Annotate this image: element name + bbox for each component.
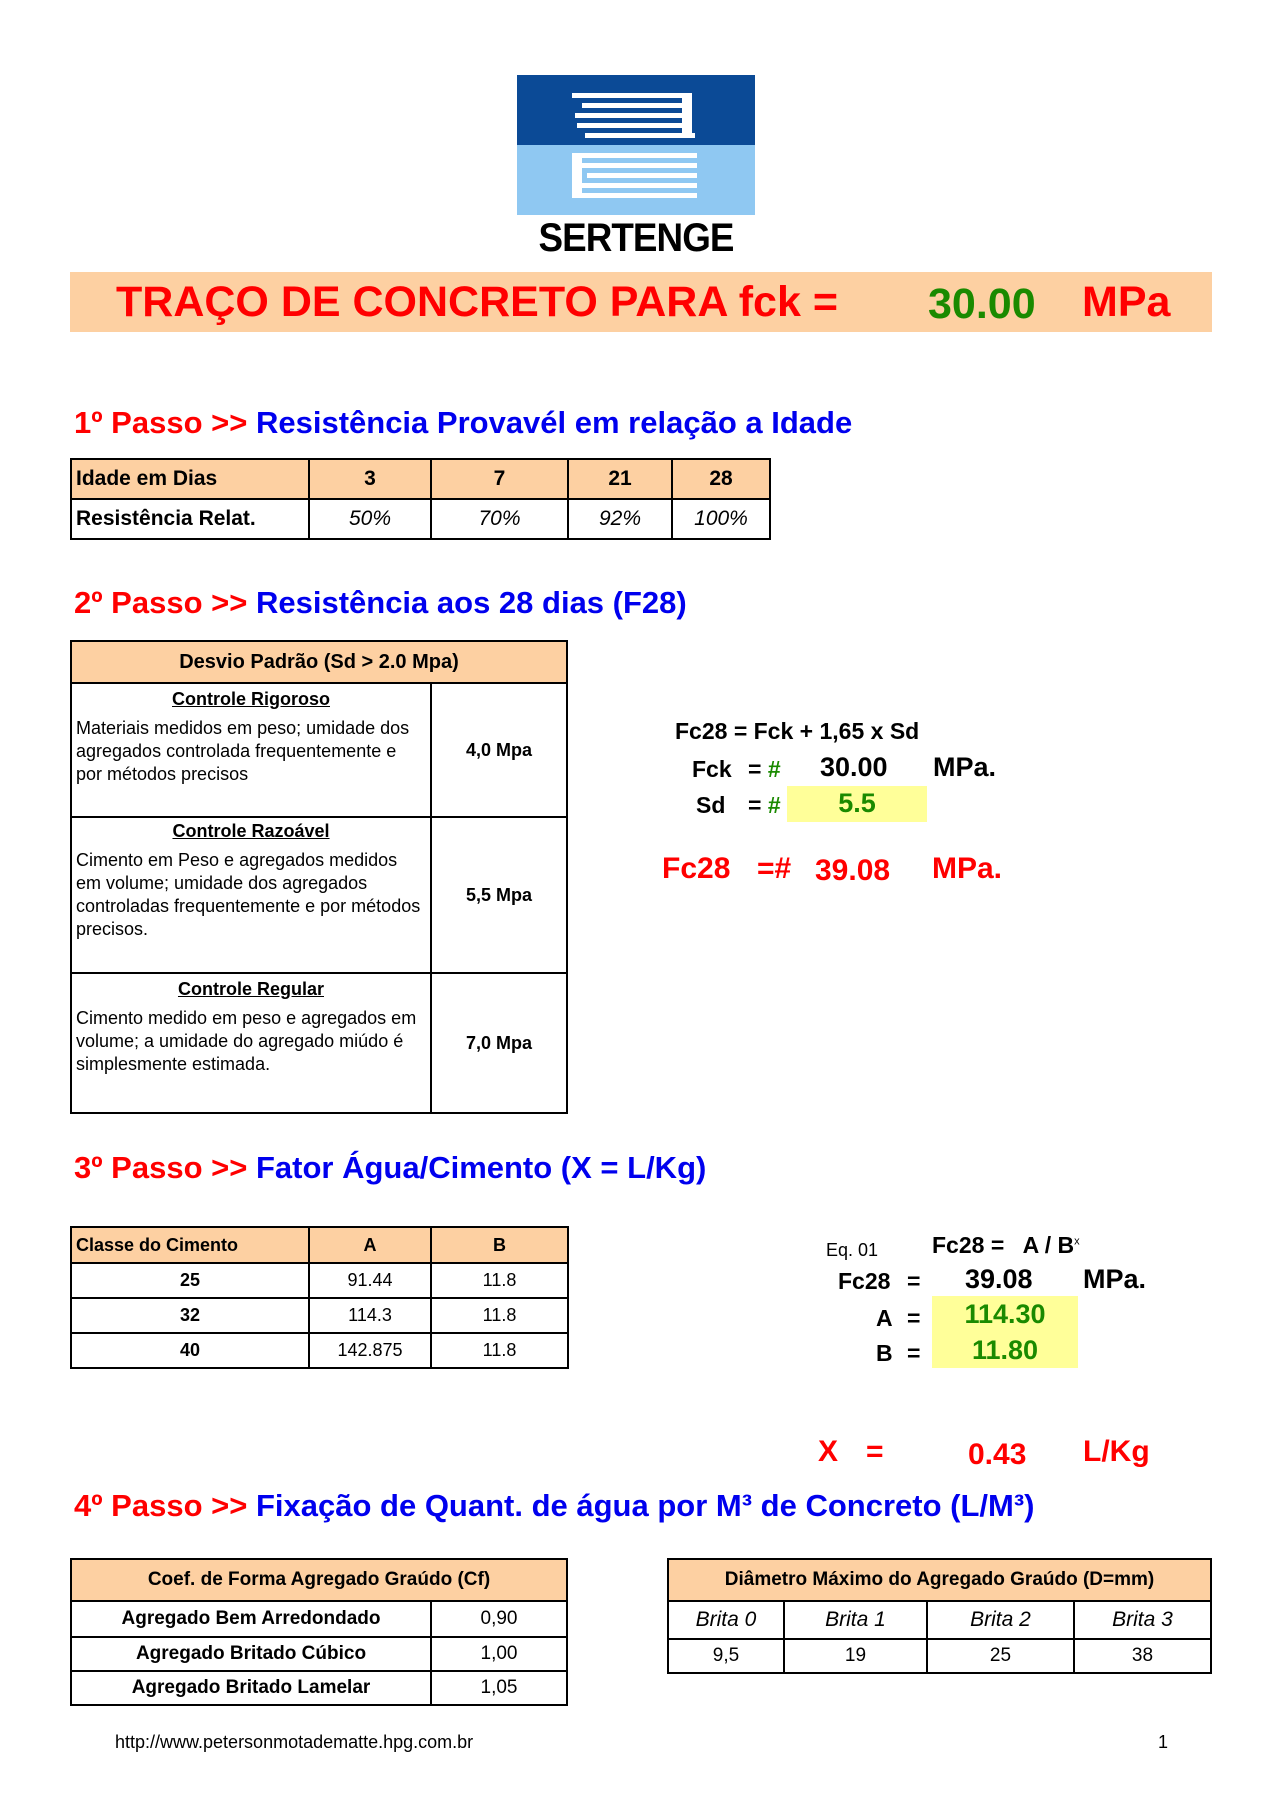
cement-class: 32 — [71, 1298, 309, 1333]
max-diameter-table — [667, 1558, 1212, 1674]
step2-prefix: 2º Passo >> — [74, 585, 248, 620]
step1-heading — [74, 405, 852, 441]
cement-class: 40 — [71, 1333, 309, 1368]
sd-value: 5.5 — [787, 786, 927, 822]
step1-title: Resistência Provavél em relação a Idade — [255, 405, 853, 440]
fc28-label: Fc28 — [662, 852, 731, 885]
coef-label: Agregado Britado Lamelar — [71, 1671, 431, 1705]
cement-a: 142.875 — [309, 1333, 431, 1368]
footer-url: http://www.petersonmotadematte.hpg.com.br — [115, 1732, 474, 1752]
control-title: Controle Rigoroso — [172, 689, 330, 709]
max-diameter-header: Diâmetro Máximo do Agregado Graúdo (D=mm) — [668, 1559, 1211, 1601]
fc28-formula: Fc28 = Fck + 1,65 x Sd — [675, 718, 920, 744]
control-desc: Cimento medido em peso e agregados em volume; a umidade do agregado miúdo é simplesmente estimada. — [76, 1008, 417, 1074]
fc28-value-2: 39.08 — [965, 1264, 1033, 1294]
age-cell: 21 — [568, 459, 672, 499]
fc28-value: 39.08 — [815, 854, 891, 887]
sd-label: Sd — [696, 792, 726, 818]
sd-eq: = # — [748, 792, 781, 818]
company-logo — [517, 75, 755, 261]
step4-heading — [74, 1488, 1034, 1524]
b-eq: = — [907, 1340, 921, 1366]
fc28-unit: MPa. — [932, 852, 1003, 885]
fck-unit: MPa. — [933, 752, 997, 782]
fc28-label-2: Fc28 — [838, 1268, 891, 1294]
x-unit: L/Kg — [1083, 1435, 1150, 1468]
control-desc-cell — [71, 683, 431, 817]
title-unit: MPa — [1082, 278, 1171, 326]
control-title: Controle Razoável — [172, 821, 330, 841]
step1-prefix: 1º Passo >> — [74, 405, 248, 440]
brita-diameter: 25 — [927, 1639, 1074, 1673]
brita-diameter: 19 — [784, 1639, 927, 1673]
x-eq: = — [866, 1435, 884, 1468]
coef-value: 1,05 — [431, 1671, 567, 1705]
res-cell: 92% — [568, 499, 672, 539]
logo-text: SERTENGE — [538, 216, 734, 260]
eq-label: Eq. 01 — [826, 1240, 879, 1260]
step2-heading — [74, 585, 687, 621]
a-label: A — [876, 1305, 893, 1331]
step3-prefix: 3º Passo >> — [74, 1150, 248, 1185]
age-cell: 3 — [309, 459, 431, 499]
age-cell: 28 — [672, 459, 770, 499]
brita-name: Brita 1 — [784, 1601, 927, 1639]
step4-prefix: 4º Passo >> — [74, 1488, 248, 1523]
cement-header: Classe do Cimento — [71, 1227, 309, 1263]
brita-name: Brita 0 — [668, 1601, 784, 1639]
form-coef-table — [70, 1558, 568, 1706]
control-value: 4,0 Mpa — [431, 683, 567, 817]
res-cell: 100% — [672, 499, 770, 539]
age-cell: 7 — [431, 459, 568, 499]
cement-header: A — [309, 1227, 431, 1263]
b-label: B — [876, 1340, 893, 1366]
control-value: 5,5 Mpa — [431, 817, 567, 973]
fck-eq: = # — [748, 756, 781, 782]
cement-a: 91.44 — [309, 1263, 431, 1298]
coef-value: 1,00 — [431, 1637, 567, 1671]
age-row-label: Idade em Dias — [71, 459, 309, 499]
fck-label: Fck — [692, 756, 732, 782]
cement-b: 11.8 — [431, 1333, 568, 1368]
res-cell: 70% — [431, 499, 568, 539]
step3-heading — [74, 1150, 706, 1186]
res-cell: 50% — [309, 499, 431, 539]
control-desc-cell — [71, 817, 431, 973]
fc28-eq: =# — [757, 852, 792, 885]
std-deviation-header: Desvio Padrão (Sd > 2.0 Mpa) — [71, 641, 567, 683]
page-title: TRAÇO DE CONCRETO PARA fck = — [116, 278, 838, 326]
fc28-unit-2: MPa. — [1083, 1264, 1147, 1294]
control-desc-cell — [71, 973, 431, 1113]
x-value: 0.43 — [968, 1438, 1027, 1471]
step2-title: Resistência aos 28 dias (F28) — [255, 585, 687, 620]
std-deviation-table — [70, 640, 568, 1114]
eq-formula-sup: x — [1074, 1235, 1080, 1248]
coef-label: Agregado Bem Arredondado — [71, 1601, 431, 1637]
sertenge-logo-icon — [517, 75, 755, 215]
fc28-eq-2: = — [907, 1268, 921, 1294]
brita-diameter: 9,5 — [668, 1639, 784, 1673]
res-row-label: Resistência Relat. — [71, 499, 309, 539]
cement-header: B — [431, 1227, 568, 1263]
title-fck-value: 30.00 — [928, 280, 1036, 328]
coef-value: 0,90 — [431, 1601, 567, 1637]
fck-value: 30.00 — [820, 752, 888, 782]
brita-name: Brita 2 — [927, 1601, 1074, 1639]
coef-label: Agregado Britado Cúbico — [71, 1637, 431, 1671]
eq-formula-text: Fc28 = A / B — [932, 1232, 1075, 1258]
cement-a: 114.3 — [309, 1298, 431, 1333]
step3-title: Fator Água/Cimento (X = L/Kg) — [255, 1150, 707, 1185]
x-label: X — [818, 1435, 839, 1468]
brita-diameter: 38 — [1074, 1639, 1211, 1673]
a-eq: = — [907, 1305, 921, 1331]
cement-b: 11.8 — [431, 1263, 568, 1298]
b-value: 11.80 — [932, 1332, 1078, 1368]
cement-b: 11.8 — [431, 1298, 568, 1333]
cement-class: 25 — [71, 1263, 309, 1298]
form-coef-header: Coef. de Forma Agregado Graúdo (Cf) — [71, 1559, 567, 1601]
cement-class-table — [70, 1226, 569, 1369]
brita-name: Brita 3 — [1074, 1601, 1211, 1639]
eq-formula — [932, 1232, 1080, 1259]
control-title: Controle Regular — [177, 979, 324, 999]
control-value: 7,0 Mpa — [431, 973, 567, 1113]
a-value: 114.30 — [932, 1296, 1078, 1332]
step4-title: Fixação de Quant. de água por M³ de Concreto (L/M³) — [255, 1488, 1035, 1523]
control-desc: Materiais medidos em peso; umidade dos agregados controlada frequentemente e por métodos precisos — [76, 718, 410, 784]
age-resistance-table — [70, 458, 771, 540]
page-number: 1 — [1158, 1732, 1169, 1752]
control-desc: Cimento em Peso e agregados medidos em volume; umidade dos agregados controladas frequentemente e por métodos precisos. — [76, 850, 421, 939]
